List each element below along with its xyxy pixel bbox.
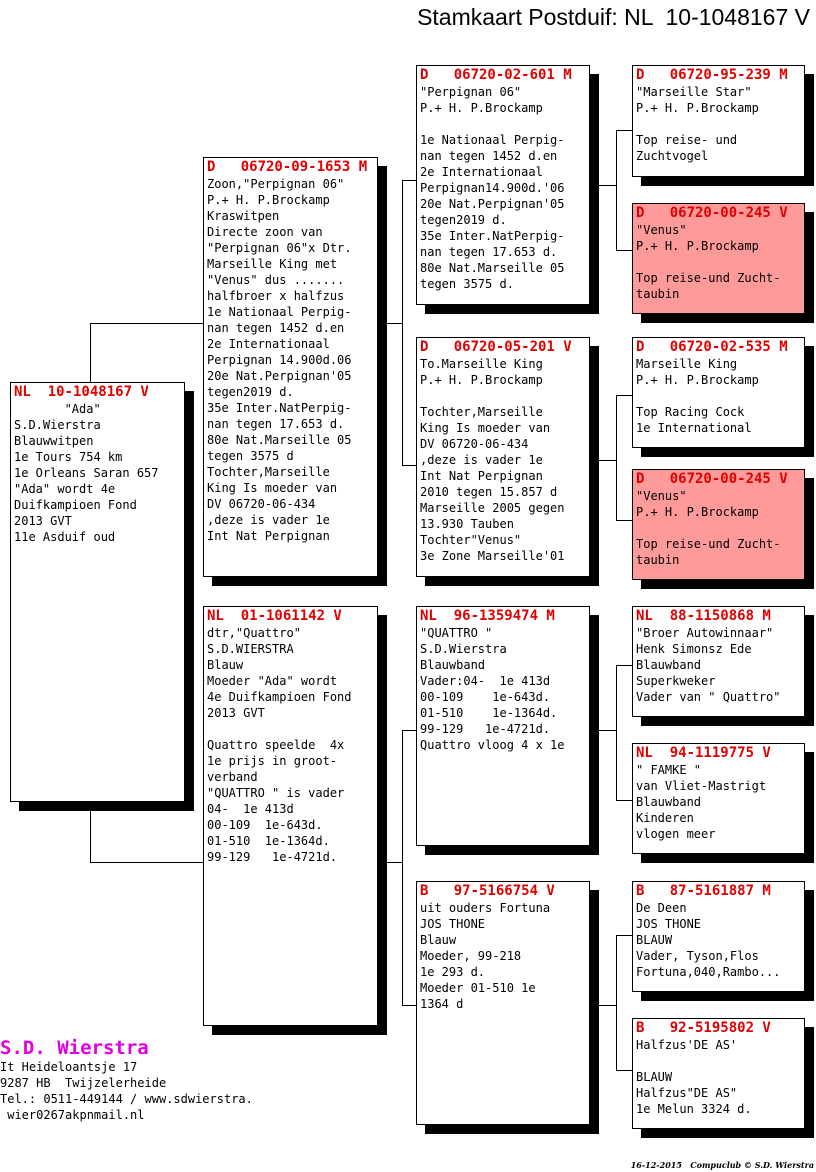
pigeon-details [420, 625, 586, 753]
pigeon-detail-line: Tochter,Marseille [207, 465, 330, 479]
pigeon-detail-line: Kinderen [636, 811, 694, 825]
pigeon-detail-line: Top reise-und Zucht- [636, 271, 781, 285]
pigeon-detail-line: nan tegen 1452 d.en [420, 149, 558, 163]
pigeon-detail-line: ,deze is vader 1e [420, 453, 543, 467]
pigeon-ring-number: D 06720-95-239 M [636, 67, 788, 83]
pigeon-detail-line: S.D.WIERSTRA [207, 642, 294, 656]
pigeon-detail-line: De Deen [636, 901, 687, 915]
pigeon-details [636, 1037, 801, 1117]
owner-contact-line: Tel.: 0511-449144 / www.sdwierstra. [0, 1092, 253, 1106]
pigeon-detail-line [636, 520, 801, 536]
pigeon-detail-line: 80e Nat.Marseille 05 [207, 433, 352, 447]
pigeon-detail-line: S.D.Wierstra [14, 418, 101, 432]
pigeon-detail-line: taubin [636, 287, 680, 301]
pigeon-detail-line [636, 1053, 801, 1069]
pigeon-detail-line: "QUATTRO " [420, 626, 493, 640]
pigeon-detail-line: "QUATTRO " is vader [207, 786, 345, 800]
pigeon-detail-line: dtr,"Quattro" [207, 626, 301, 640]
owner-address-line: It Heideloantsje 17 [0, 1060, 138, 1074]
pigeon-detail-line: 35e Inter.NatPerpig- [420, 229, 565, 243]
pigeon-detail-line: Quattro vloog 4 x 1e [420, 738, 565, 752]
connector [598, 185, 616, 186]
pigeon-detail-line: 01-510 1e-1364d. [420, 706, 558, 720]
pigeon-detail-line: DV 06720-06-434 [207, 497, 316, 511]
pigeon-card-mother [203, 606, 378, 1026]
pigeon-detail-line [636, 388, 801, 404]
pigeon-detail-line: Marseille 2005 gegen [420, 501, 565, 515]
pigeon-detail-line: nan tegen 17.653 d. [207, 417, 345, 431]
pigeon-ring-number: D 06720-02-601 M [420, 67, 572, 83]
pigeon-detail-line: taubin [636, 553, 680, 567]
pigeon-detail-line: DV 06720-06-434 [420, 437, 529, 451]
pigeon-detail-line: nan tegen 17.653 d. [420, 245, 558, 259]
pigeon-detail-line: 1e Melun 3324 d. [636, 1102, 752, 1116]
pigeon-detail-line: 1e prijs in groot- [207, 754, 338, 768]
pigeon-card-mff [632, 606, 805, 717]
pigeon-detail-line: P.+ H. P.Brockamp [636, 239, 759, 253]
pigeon-detail-line: 99-129 1e-4721d. [207, 850, 338, 864]
pigeon-detail-line: JOS THONE [420, 917, 486, 931]
pigeon-detail-line: King Is moeder van [420, 421, 551, 435]
connector [90, 862, 203, 863]
pigeon-detail-line: 01-510 1e-1364d. [207, 834, 330, 848]
pigeon-detail-line: P.+ H. P.Brockamp [636, 101, 759, 115]
pigeon-detail-line: Duifkampioen Fond [14, 498, 137, 512]
pigeon-ring-number: NL 01-1061142 V [207, 608, 342, 624]
pigeon-detail-line: Top reise- und [636, 133, 738, 147]
pigeon-detail-line: "Venus" dus ....... [207, 273, 345, 287]
connector [616, 395, 632, 396]
pigeon-detail-line: Tochter"Venus" [420, 533, 522, 547]
pigeon-detail-line: 20e Nat.Perpignan'05 [420, 197, 565, 211]
pigeon-detail-line: "Ada" wordt 4e [14, 482, 116, 496]
pigeon-details [420, 84, 586, 292]
pigeon-detail-line: van Vliet-Mastrigt [636, 779, 767, 793]
connector [598, 460, 616, 461]
pigeon-card-mfm [632, 743, 805, 854]
pigeon-detail-line: Superkweker [636, 674, 716, 688]
connector [402, 1005, 416, 1006]
pigeon-detail-line: Tochter,Marseille [420, 405, 543, 419]
pigeon-detail-line: Top reise-und Zucht- [636, 537, 781, 551]
owner-address-line: 9287 HB Twijzelerheide [0, 1076, 167, 1090]
pigeon-detail-line: Top Racing Cock [636, 405, 745, 419]
pigeon-detail-line: 3e Zone Marseille'01 [420, 549, 565, 563]
pigeon-details [207, 176, 374, 544]
pigeon-detail-line: "Ada" [14, 402, 101, 416]
pigeon-detail-line: Blauw [420, 933, 457, 947]
pigeon-detail-line: 1e 293 d. [420, 965, 486, 979]
pigeon-detail-line: Vader van " Quattro" [636, 690, 781, 704]
connector [402, 180, 416, 181]
pigeon-ring-number: B 87-5161887 M [636, 883, 771, 899]
pigeon-detail-line: Henk Simonsz Ede [636, 642, 752, 656]
pigeon-detail-line [636, 116, 801, 132]
pigeon-detail-line [207, 721, 374, 737]
pigeon-detail-line: tegen2019 d. [207, 385, 294, 399]
pigeon-ring-number: NL 10-1048167 V [14, 384, 149, 400]
pigeon-detail-line: verband [207, 770, 258, 784]
pigeon-ring-number: D 06720-00-245 V [636, 205, 788, 221]
pigeon-detail-line: Vader, Tyson,Flos [636, 949, 759, 963]
pigeon-detail-line: Blauwband [636, 658, 702, 672]
connector [616, 250, 632, 251]
pigeon-details [636, 625, 801, 705]
pigeon-detail-line: uit ouders Fortuna [420, 901, 551, 915]
pigeon-details [636, 900, 801, 980]
pigeon-detail-line: JOS THONE [636, 917, 702, 931]
pigeon-detail-line: "Perpignan 06" [420, 85, 522, 99]
owner-info [0, 1037, 253, 1123]
pigeon-detail-line: tegen 3575 d. [420, 277, 514, 291]
connector [616, 665, 617, 800]
pigeon-detail-line: 99-129 1e-4721d. [420, 722, 551, 736]
connector [402, 180, 403, 465]
pigeon-detail-line [636, 254, 801, 270]
pigeon-ring-number: NL 96-1359474 M [420, 608, 555, 624]
pigeon-detail-line: 4e Duifkampioen Fond [207, 690, 352, 704]
pigeon-details [636, 762, 801, 842]
pigeon-detail-line: Perpignan14.900d.'06 [420, 181, 565, 195]
pigeon-detail-line: ,deze is vader 1e [207, 513, 330, 527]
pigeon-detail-line: Moeder, 99-218 [420, 949, 522, 963]
pigeon-detail-line: Halfzus"DE AS" [636, 1086, 738, 1100]
pigeon-detail-line: P.+ H. P.Brockamp [636, 373, 759, 387]
connector [616, 935, 617, 1070]
pigeon-details [636, 84, 801, 164]
pigeon-detail-line: Moeder "Ada" wordt [207, 674, 338, 688]
pigeon-detail-line: 1364 d [420, 997, 464, 1011]
pigeon-detail-line: 35e Inter.NatPerpig- [207, 401, 352, 415]
pigeon-detail-line: "Venus" [636, 223, 687, 237]
pigeon-details [420, 900, 586, 1012]
pigeon-card-fmf [632, 337, 805, 448]
connector [616, 935, 632, 936]
pigeon-detail-line: halfbroer x halfzus [207, 289, 345, 303]
connector [616, 395, 617, 520]
pigeon-detail-line: 2013 GVT [207, 706, 265, 720]
pigeon-card-mm [416, 881, 590, 1125]
pigeon-detail-line: Directe zoon van [207, 225, 323, 239]
pigeon-detail-line: Blauwwitpen [14, 434, 94, 448]
pigeon-detail-line: " FAMKE " [636, 763, 702, 777]
pigeon-detail-line: 2e Internationaal [420, 165, 543, 179]
pigeon-detail-line: 80e Nat.Marseille 05 [420, 261, 565, 275]
pigeon-card-ffm [632, 203, 805, 314]
connector [90, 323, 91, 382]
connector [616, 520, 632, 521]
pigeon-details [636, 222, 801, 302]
pigeon-detail-line: Vader:04- 1e 413d [420, 674, 551, 688]
connector [598, 1005, 616, 1006]
pigeon-detail-line: Int Nat Perpignan [207, 529, 330, 543]
connector [616, 800, 632, 801]
pigeon-detail-line: 1e Tours 754 km [14, 450, 123, 464]
pigeon-card-mf [416, 606, 590, 846]
connector [402, 730, 403, 1005]
pigeon-detail-line: 04- 1e 413d [207, 802, 294, 816]
owner-email-line: wier0267akpnmail.nl [0, 1108, 145, 1122]
pigeon-detail-line: Quattro speelde 4x [207, 738, 345, 752]
pigeon-detail-line: 00-109 1e-643d. [207, 818, 323, 832]
pigeon-detail-line: "Marseille Star" [636, 85, 752, 99]
pigeon-details [636, 356, 801, 436]
footer-credit: 16-12-2015 Compuclub © S.D. Wierstra [630, 1160, 814, 1170]
pigeon-ring-number: NL 94-1119775 V [636, 745, 771, 761]
pigeon-card-mmf [632, 881, 805, 992]
pigeon-ring-number: B 97-5166754 V [420, 883, 555, 899]
pigeon-detail-line [420, 116, 586, 132]
pigeon-detail-line: 20e Nat.Perpignan'05 [207, 369, 352, 383]
pigeon-detail-line: Int Nat Perpignan [420, 469, 543, 483]
connector [616, 130, 632, 131]
pigeon-detail-line: 2e Internationaal [207, 337, 330, 351]
pigeon-ring-number: D 06720-02-535 M [636, 339, 788, 355]
pigeon-detail-line: Marseille King met [207, 257, 338, 271]
pigeon-detail-line: P.+ H. P.Brockamp [636, 505, 759, 519]
pigeon-detail-line: Zuchtvogel [636, 149, 709, 163]
pigeon-detail-line: 11e Asduif oud [14, 530, 116, 544]
pigeon-card-mmm [632, 1018, 805, 1129]
pigeon-detail-line: 1e International [636, 421, 752, 435]
pigeon-detail-line [420, 388, 586, 404]
pigeon-detail-line: P.+ H. P.Brockamp [420, 373, 543, 387]
pigeon-detail-line: Marseille King [636, 357, 738, 371]
pigeon-detail-line: To.Marseille King [420, 357, 543, 371]
pigeon-card-fmm [632, 469, 805, 580]
pigeon-detail-line: 13.930 Tauben [420, 517, 514, 531]
pigeon-detail-line: vlogen meer [636, 827, 716, 841]
pigeon-detail-line: 00-109 1e-643d. [420, 690, 551, 704]
pigeon-detail-line: 1e Nationaal Perpig- [207, 305, 352, 319]
pigeon-ring-number: NL 88-1150868 M [636, 608, 771, 624]
connector [90, 810, 91, 863]
connector [616, 665, 632, 666]
pigeon-ring-number: D 06720-05-201 V [420, 339, 572, 355]
page-title: Stamkaart Postduif: NL 10-1048167 V [417, 4, 810, 30]
pigeon-details [207, 625, 374, 865]
connector [402, 465, 416, 466]
owner-name: S.D. Wierstra [0, 1037, 149, 1059]
pigeon-detail-line: Blauw [207, 658, 244, 672]
pigeon-detail-line: Halfzus'DE AS' [636, 1038, 738, 1052]
pigeon-detail-line: "Broer Autowinnaar" [636, 626, 774, 640]
pigeon-card-subject [10, 382, 185, 802]
pigeon-detail-line: 2013 GVT [14, 514, 72, 528]
pigeon-detail-line: S.D.Wierstra [420, 642, 507, 656]
pigeon-detail-line: 1e Orleans Saran 657 [14, 466, 159, 480]
pigeon-detail-line: Fortuna,040,Rambo... [636, 965, 781, 979]
pigeon-card-father [203, 157, 378, 577]
connector [598, 730, 616, 731]
pigeon-details [636, 488, 801, 568]
connector [616, 1070, 632, 1071]
pigeon-detail-line: Moeder 01-510 1e [420, 981, 536, 995]
pigeon-detail-line: BLAUW [636, 1070, 673, 1084]
pigeon-card-fm [416, 337, 590, 577]
pigeon-detail-line: Kraswitpen [207, 209, 280, 223]
connector [386, 862, 402, 863]
connector [90, 323, 203, 324]
pigeon-card-ff [416, 65, 590, 305]
pigeon-ring-number: D 06720-00-245 V [636, 471, 788, 487]
connector [402, 730, 416, 731]
pigeon-details [420, 356, 586, 564]
pigeon-card-fff [632, 65, 805, 177]
pigeon-detail-line: "Perpignan 06"x Dtr. [207, 241, 352, 255]
pigeon-detail-line: tegen 3575 d [207, 449, 294, 463]
connector [616, 130, 617, 250]
pigeon-detail-line: tegen2019 d. [420, 213, 507, 227]
pigeon-detail-line: Zoon,"Perpignan 06" [207, 177, 345, 191]
pigeon-detail-line: P.+ H. P.Brockamp [420, 101, 543, 115]
pigeon-detail-line: 2010 tegen 15.857 d [420, 485, 558, 499]
pigeon-ring-number: D 06720-09-1653 M [207, 159, 368, 175]
pigeon-detail-line: Blauwband [420, 658, 486, 672]
pigeon-detail-line: nan tegen 1452 d.en [207, 321, 345, 335]
pigeon-detail-line: P.+ H. P.Brockamp [207, 193, 330, 207]
pigeon-detail-line: Perpignan 14.900d.06 [207, 353, 352, 367]
pigeon-detail-line: King Is moeder van [207, 481, 338, 495]
connector [386, 323, 402, 324]
pigeon-ring-number: B 92-5195802 V [636, 1020, 771, 1036]
pigeon-detail-line: BLAUW [636, 933, 673, 947]
pigeon-details [14, 401, 181, 545]
pigeon-detail-line: 1e Nationaal Perpig- [420, 133, 565, 147]
pigeon-detail-line: Blauwband [636, 795, 702, 809]
pigeon-detail-line: "Venus" [636, 489, 687, 503]
